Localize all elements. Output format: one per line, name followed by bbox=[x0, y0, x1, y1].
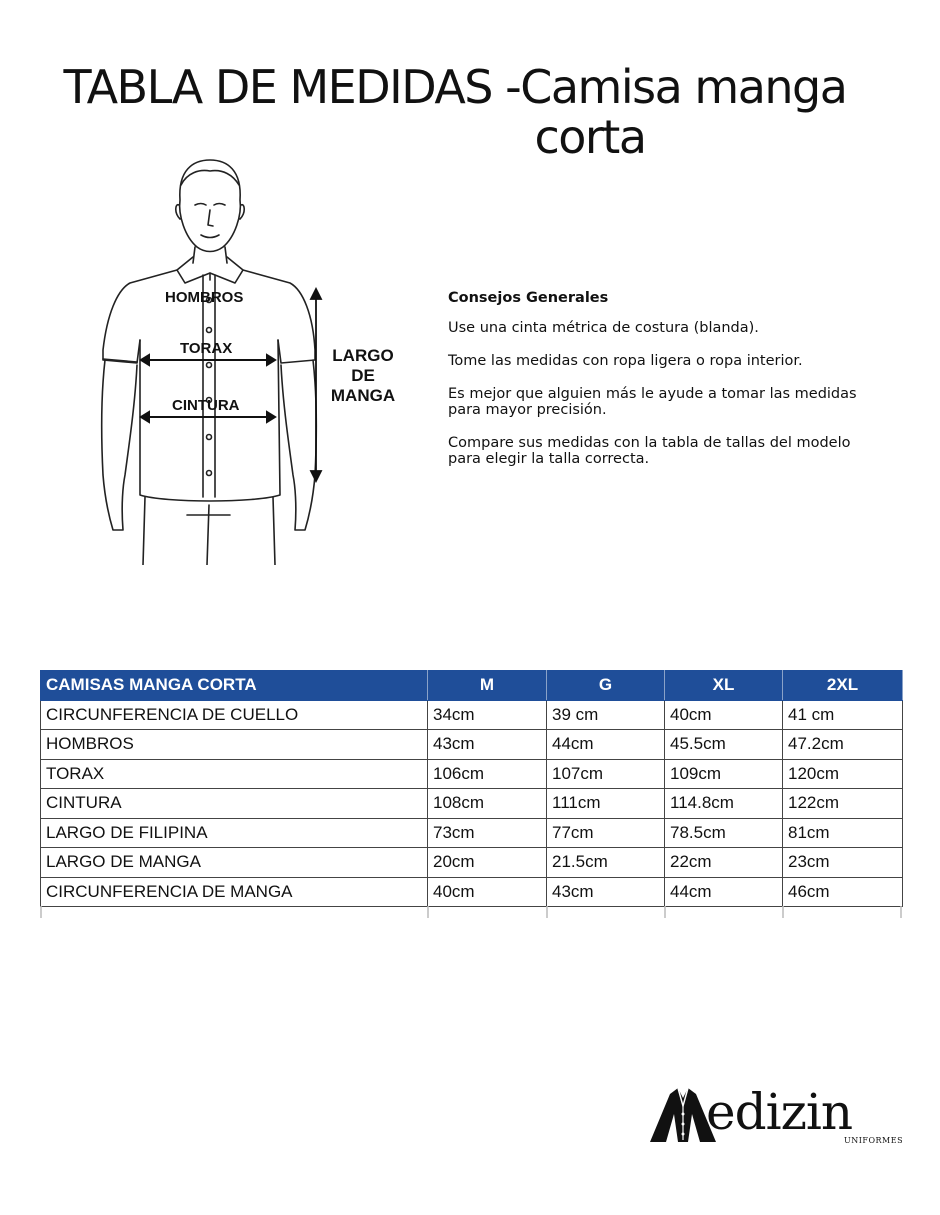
cell-g: 21.5cm bbox=[547, 848, 665, 878]
cell-g: 107cm bbox=[547, 759, 665, 789]
label-cintura: CINTURA bbox=[172, 397, 240, 414]
logo-wordmark: edizin bbox=[706, 1083, 853, 1141]
row-label: LARGO DE MANGA bbox=[41, 848, 428, 878]
title-line-1: TABLA DE MEDIDAS -Camisa manga bbox=[63, 60, 847, 114]
largo-line-1: LARGO bbox=[332, 346, 394, 365]
tip-item: Tome las medidas con ropa ligera o ropa interior. bbox=[448, 353, 803, 369]
cell-xl: 114.8cm bbox=[665, 789, 783, 819]
table-header-row bbox=[41, 671, 903, 701]
table-row bbox=[41, 700, 903, 730]
header-cell-size-m: M bbox=[428, 671, 547, 701]
row-label: CINTURA bbox=[41, 789, 428, 819]
label-largo-de-manga bbox=[322, 346, 404, 406]
cell-2xl: 47.2cm bbox=[783, 730, 903, 760]
tip-item: Compare sus medidas con la tabla de tallas del modelo para elegir la talla correcta. bbox=[448, 435, 851, 467]
cell-2xl: 46cm bbox=[783, 877, 903, 907]
general-tips bbox=[448, 290, 898, 484]
table-row bbox=[41, 789, 903, 819]
page-title bbox=[0, 62, 940, 162]
cell-2xl: 81cm bbox=[783, 818, 903, 848]
label-torax: TORAX bbox=[180, 340, 233, 357]
size-table bbox=[40, 670, 903, 907]
cell-g: 39 cm bbox=[547, 700, 665, 730]
cell-xl: 40cm bbox=[665, 700, 783, 730]
cell-2xl: 122cm bbox=[783, 789, 903, 819]
brand-logo bbox=[648, 1082, 910, 1152]
cell-m: 43cm bbox=[428, 730, 547, 760]
row-label: HOMBROS bbox=[41, 730, 428, 760]
cell-xl: 78.5cm bbox=[665, 818, 783, 848]
header-cell-size-2xl: 2XL bbox=[783, 671, 903, 701]
cell-g: 77cm bbox=[547, 818, 665, 848]
cell-xl: 22cm bbox=[665, 848, 783, 878]
table-row bbox=[41, 759, 903, 789]
cell-2xl: 120cm bbox=[783, 759, 903, 789]
header-cell-size-xl: XL bbox=[665, 671, 783, 701]
largo-line-2: DE bbox=[351, 366, 375, 385]
logo-subtitle: UNIFORMES bbox=[844, 1136, 904, 1145]
label-hombros: HOMBROS bbox=[165, 289, 244, 306]
largo-line-3: MANGA bbox=[330, 386, 396, 405]
table-row bbox=[41, 848, 903, 878]
header-cell-size-g: G bbox=[547, 671, 665, 701]
title-line-2: corta bbox=[534, 110, 646, 164]
row-label: CIRCUNFERENCIA DE MANGA bbox=[41, 877, 428, 907]
cell-2xl: 41 cm bbox=[783, 700, 903, 730]
tip-item: Es mejor que alguien más le ayude a tomar las medidas para mayor precisión. bbox=[448, 386, 857, 418]
cell-g: 111cm bbox=[547, 789, 665, 819]
man-shirt-illustration-icon bbox=[95, 155, 325, 565]
tips-heading: Consejos Generales bbox=[448, 290, 609, 306]
table-row bbox=[41, 877, 903, 907]
cell-xl: 109cm bbox=[665, 759, 783, 789]
cell-g: 43cm bbox=[547, 877, 665, 907]
cell-m: 73cm bbox=[428, 818, 547, 848]
cell-xl: 45.5cm bbox=[665, 730, 783, 760]
table-grid-tail bbox=[40, 906, 902, 918]
header-cell-product: CAMISAS MANGA CORTA bbox=[41, 671, 428, 701]
cell-2xl: 23cm bbox=[783, 848, 903, 878]
cell-m: 34cm bbox=[428, 700, 547, 730]
row-label: CIRCUNFERENCIA DE CUELLO bbox=[41, 700, 428, 730]
row-label: TORAX bbox=[41, 759, 428, 789]
cell-m: 106cm bbox=[428, 759, 547, 789]
cell-m: 108cm bbox=[428, 789, 547, 819]
table-row bbox=[41, 818, 903, 848]
cell-m: 40cm bbox=[428, 877, 547, 907]
cell-m: 20cm bbox=[428, 848, 547, 878]
row-label: LARGO DE FILIPINA bbox=[41, 818, 428, 848]
shirt-figure bbox=[95, 155, 325, 565]
cell-xl: 44cm bbox=[665, 877, 783, 907]
table-row bbox=[41, 730, 903, 760]
tip-item: Use una cinta métrica de costura (blanda). bbox=[448, 320, 759, 336]
cell-g: 44cm bbox=[547, 730, 665, 760]
